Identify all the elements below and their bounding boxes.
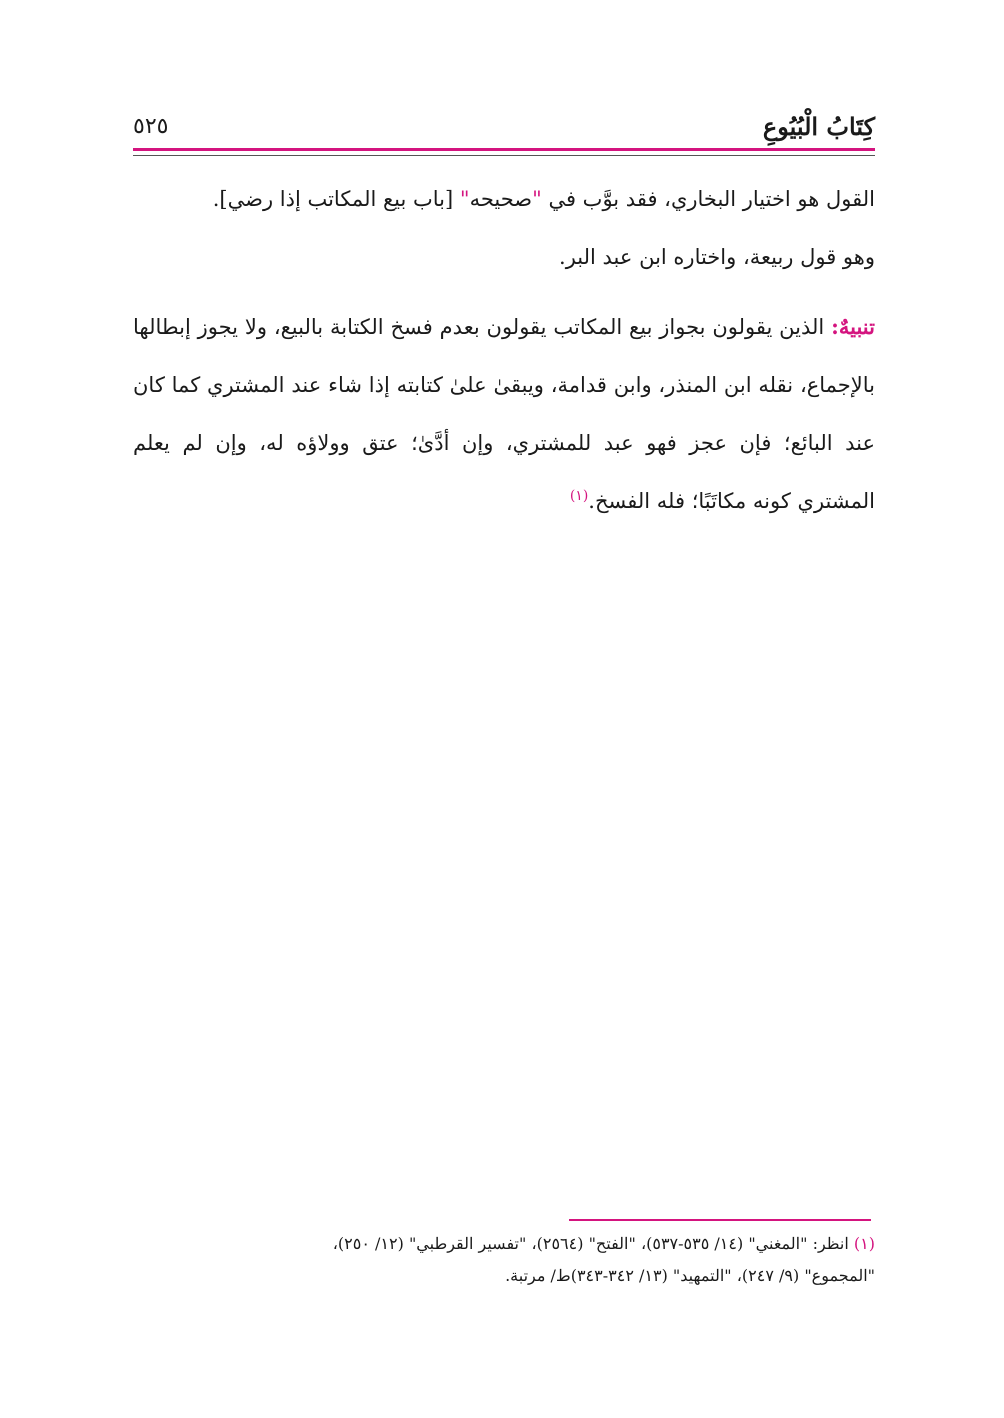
footnote-number: (١): [853, 1234, 875, 1253]
paragraph-1: [133, 170, 875, 228]
paragraph-1-text-a: القول هو اختيار البخاري، فقد بوَّب في: [541, 187, 875, 211]
page-number: ٥٢٥: [133, 114, 169, 139]
footnote-line-1: [133, 1228, 875, 1260]
quoted-book-title: صحيحه: [469, 187, 533, 211]
footnote-reference[interactable]: (١): [569, 488, 589, 504]
paragraph-3-text: الذين يقولون بجواز بيع المكاتب يقولون بعدم فسخ الكتابة بالبيع، ولا يجوز إبطالها بالإجماع، نقله ابن المنذر، وابن قدامة، ويبقىٰ علىٰ كتابته إذا شاء عند المشتري كما كان عند البائع؛ فإن عجز فهو عبد للمشتري، وإن أدَّىٰ؛ عتق وولاؤه له، وإن لم يعلم المشتري كونه مكاتَبًا؛ فله الفسخ.: [133, 315, 875, 513]
header-rule-thin: [133, 155, 875, 156]
footnote-line-2: "المجموع" (٩/ ٢٤٧)، "التمهيد" (١٣/ ٣٤٢-٣٤٣)ط/ مرتبة.: [505, 1266, 875, 1285]
page-header: [133, 108, 875, 152]
note-label: تنبيهٌ:: [831, 314, 875, 339]
main-text: [133, 170, 875, 530]
quote-mark-close: ": [459, 187, 470, 211]
running-title: كِتَابُ الْبُيُوعِ: [762, 112, 875, 141]
footnote-text-1: انظر: "المغني" (١٤/ ٥٣٥-٥٣٧)، "الفتح" (٢٥٦٤)، "تفسير القرطبي" (١٢/ ٢٥٠)،: [332, 1234, 854, 1253]
quote-mark-open: ": [532, 187, 542, 211]
header-rule-accent: [133, 148, 875, 151]
paragraph-gap: [133, 286, 875, 298]
paragraph-3: [133, 298, 875, 530]
footnote-separator: [569, 1219, 871, 1221]
paragraph-1-text-b: [باب بيع المكاتب إذا رضي].: [212, 187, 460, 211]
paragraph-2: وهو قول ربيعة، واختاره ابن عبد البر.: [559, 245, 875, 269]
footnote: [133, 1228, 875, 1292]
